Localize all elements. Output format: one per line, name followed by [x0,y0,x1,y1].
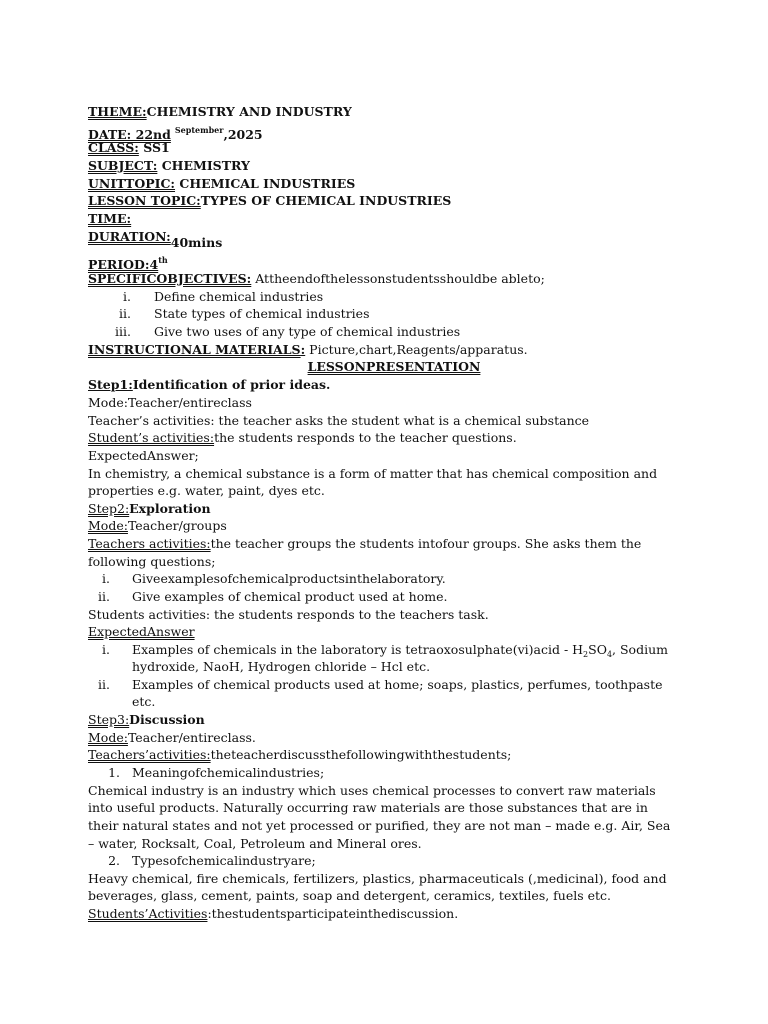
lessontopic-value: TYPES OF CHEMICAL INDUSTRIES [200,193,452,208]
materials-label: INSTRUCTIONAL MATERIALS [88,342,301,357]
subscript: 4 [606,650,613,659]
question-text: Give examples of chemical product used at home. [132,589,448,604]
step3-paragraph1-line: into useful products. Naturally occurring raw materials are those substances that are in [88,800,648,815]
step3-mode [88,729,256,746]
question-number: i. [102,571,110,586]
duration-label: DURATION: [88,229,171,244]
step3-students-line [88,905,458,922]
item-text: Typesofchemicalindustryare; [132,853,316,868]
objectives-intro: Attheendofthelessonstudentsshouldbe ableto; [251,271,545,286]
objective-number: ii. [119,306,131,321]
step2-title: Exploration [129,501,211,516]
step1-answer-line2: properties e.g. water, paint, dyes etc. [88,483,325,498]
step2-mode-label: Mode: [88,518,128,533]
unittopic-value: CHEMICAL INDUSTRIES [175,176,356,191]
step1-mode: Mode:Teacher/entireclass [88,395,252,410]
step1-student-label: Student’s activities: [88,430,215,445]
step2-teacher-text: the teacher groups the students intofour groups. She asks them the [210,536,642,551]
duration-value: 40mins [170,235,223,250]
step3-teacher-text: theteacherdiscussthefollowingwiththestudents; [210,747,512,762]
step1-title: Identification of prior ideas. [132,377,331,392]
item-text: Meaningofchemicalindustries; [132,765,325,780]
theme-line [88,103,352,120]
date-label: DATE: 22nd [88,127,171,142]
unittopic-label: UNITTOPIC: [88,176,176,191]
lessontopic-line [88,192,451,209]
class-label: CLASS: [88,140,139,155]
time-label: TIME: [88,211,132,226]
step2-mode-value: Teacher/groups [127,518,227,533]
answer-number: i. [102,642,110,657]
step1-expected-label: ExpectedAnswer; [88,448,199,463]
subscript: 2 [583,650,589,659]
materials-line [88,341,528,358]
answer-text-part: SO [588,642,607,657]
step2-mode [88,517,227,534]
step1-answer-line1: In chemistry, a chemical substance is a form of matter that has chemical composition and [88,466,658,481]
step3-students-text: :thestudentsparticipateinthediscussion. [207,906,459,921]
unittopic-line [88,175,355,192]
question-number: ii. [98,589,110,604]
period-value: 4 [149,257,159,272]
lessontopic-label: LESSON TOPIC: [88,193,201,208]
answer-number: ii. [98,677,110,692]
step3-heading [88,711,205,728]
objective-text: Give two uses of any type of chemical industries [154,324,461,339]
class-line [88,139,170,156]
objectives-line [88,270,545,287]
time-line [88,210,131,227]
step2-students-activities: Students activities: the students responds to the teachers task. [88,607,489,622]
subject-value: CHEMISTRY [157,158,250,173]
step2-expected-line [88,623,195,640]
answer-text: Examples of chemical products used at home; soaps, plastics, perfumes, toothpaste [132,677,663,692]
materials-colon: : [300,342,306,357]
date-month: September [174,125,224,135]
theme-value: CHEMISTRY AND INDUSTRY [146,104,352,119]
step1-label: Step1: [88,377,133,392]
step2-answer-continuation: etc. [132,694,156,709]
period-suffix: th [158,255,168,265]
objective-number: iii. [115,324,131,339]
period-label: PERIOD: [88,257,150,272]
step2-expected-label: ExpectedAnswer [88,624,195,639]
class-value: SS1 [138,140,170,155]
step3-teacher-line [88,746,511,763]
step1-student-text: the students responds to the teacher questions. [214,430,517,445]
step2-teacher-line2: following questions; [88,554,216,569]
step3-title: Discussion [129,712,205,727]
step1-student-line [88,429,517,446]
step3-label: Step3: [88,712,130,727]
step3-paragraph1-line: their natural states and not yet processed or purified, they are not man – made e.g. Air, Sea [88,818,671,833]
step3-paragraph1-line: Chemical industry is an industry which uses chemical processes to convert raw materials [88,783,656,798]
objective-text: State types of chemical industries [154,306,370,321]
step2-label: Step2: [88,501,130,516]
step2-answer-continuation: hydroxide, NaoH, Hydrogen chloride – Hcl etc. [132,659,431,674]
presentation-title-line [0,358,768,375]
duration-line [88,228,223,250]
subject-line [88,157,250,174]
step3-paragraph1-line: – water, Rocksalt, Coal, Petroleum and Mineral ores. [88,836,422,851]
theme-label: THEME: [88,104,147,119]
objective-text: Define chemical industries [154,289,324,304]
step3-mode-value: Teacher/entireclass. [127,730,256,745]
answer-text-part: Examples of chemicals in the laboratory is tetraoxosulphate(vi)acid - H [132,642,584,657]
subject-label: SUBJECT: [88,158,158,173]
item-number: 1. [108,765,120,780]
step2-heading [88,500,211,517]
step3-paragraph2-line: beverages, glass, cement, paints, soap and detergent, ceramics, textiles, fuels etc. [88,888,612,903]
step1-teacher-activities: Teacher’s activities: the teacher asks the student what is a chemical substance [88,413,590,428]
question-text: Giveexamplesofchemicalproductsinthelaboratory. [132,571,446,586]
answer-text-part: , Sodium [612,642,668,657]
date-year: ,2025 [223,127,263,142]
step1-heading [88,376,330,393]
step3-mode-label: Mode: [88,730,128,745]
step3-students-label: Students’Activities [88,906,208,921]
step3-paragraph2-line: Heavy chemical, fire chemicals, fertilizers, plastics, pharmaceuticals (,medicinal), food and [88,871,667,886]
objectives-label: SPECIFICOBJECTIVES: [88,271,252,286]
step3-teacher-label: Teachers’activities: [88,747,211,762]
presentation-title: LESSONPRESENTATION [307,359,481,374]
step2-teacher-line [88,535,641,552]
objective-number: i. [123,289,131,304]
materials-value: Picture,chart,Reagents/apparatus. [305,342,528,357]
item-number: 2. [108,853,120,868]
step2-teacher-label: Teachers activities: [88,536,211,551]
